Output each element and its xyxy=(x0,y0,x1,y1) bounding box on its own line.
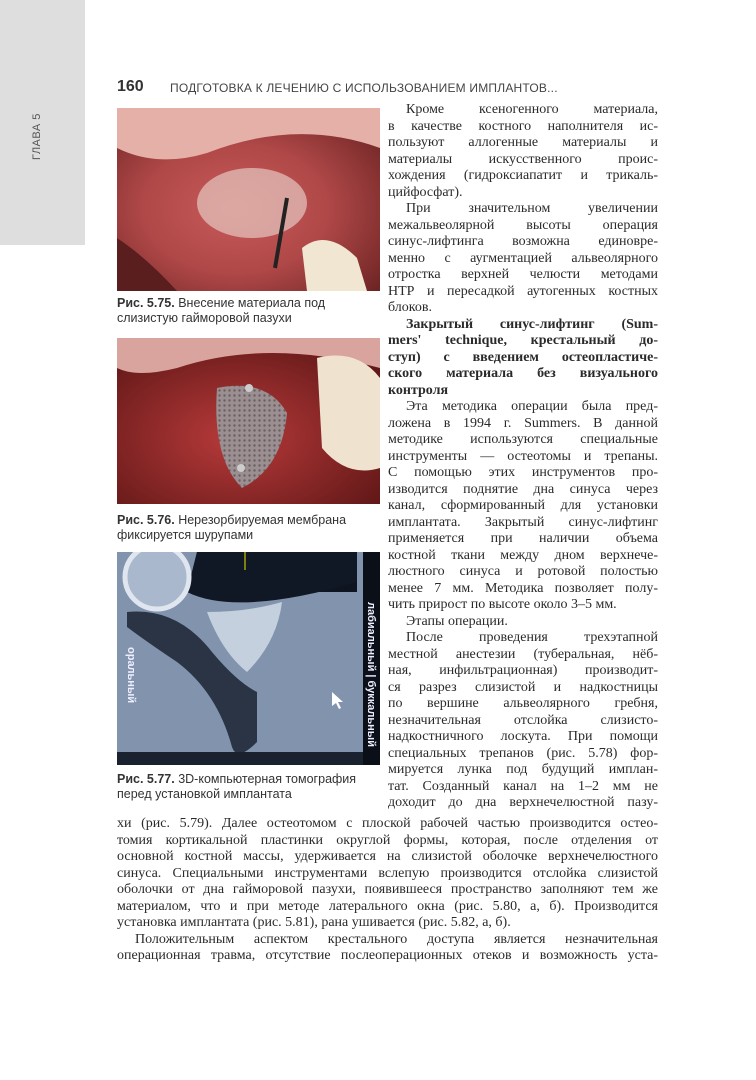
text-line: люстного синуса и ротовой полостью xyxy=(388,564,658,579)
text-line: доходит до дна верхнечелюстной пазу- xyxy=(388,795,658,810)
text-line: костной ткани между дном верхнече- xyxy=(388,547,658,563)
paragraph xyxy=(388,201,658,317)
text-line: ступ) с введением остеопластиче- xyxy=(388,349,658,365)
text-line: ского материала без визуального xyxy=(388,366,658,381)
text-line: хождения (гидроксиапатит и трикаль- xyxy=(388,168,658,183)
full-width-text xyxy=(117,816,658,965)
text-line: ся разрез слизистой и надкостницы xyxy=(388,679,658,695)
figure-caption-text: Внесение материала под слизистую гайморовой пазухи xyxy=(117,296,326,325)
text-line: материалом, что и при методе латерального окна (рис. 5.80, а, б). Производится xyxy=(117,898,658,914)
text-line: После проведения трехэтапной xyxy=(406,630,658,645)
text-line: блоков. xyxy=(388,300,432,315)
text-line: межальвеолярной высоты операция xyxy=(388,217,658,233)
figure-label: Рис. 5.77. xyxy=(117,772,175,786)
running-title: ПОДГОТОВКА К ЛЕЧЕНИЮ С ИСПОЛЬЗОВАНИЕМ ИМПЛАНТОВ... xyxy=(170,81,558,95)
text-line: При значительном увеличении xyxy=(406,201,658,216)
text-line: основной костной массы, удерживается на слизистой оболочке верхнечелюстного xyxy=(117,849,658,864)
text-line: менно с аугментацией альвеолярного xyxy=(388,250,658,266)
text-line: тат. Созданный канал на 1–2 мм не xyxy=(388,778,658,794)
text-line: применяется при наличии объема xyxy=(388,531,658,546)
chapter-label: ГЛАВА 5 xyxy=(31,113,43,160)
section-heading xyxy=(388,317,658,400)
text-line: операционная травма, отсутствие послеоперационных отеков и возможность уста- xyxy=(117,948,658,963)
paragraph xyxy=(117,816,658,932)
figure-caption-text: Нерезорбируемая мембрана фиксируется шурупами xyxy=(117,513,347,542)
text-line: цийфосфат). xyxy=(388,184,463,200)
text-line: методике используются специальные xyxy=(388,432,658,447)
text-line: материалы искусственного проис- xyxy=(388,151,658,167)
text-line: хи (рис. 5.79). Далее остеотомом с плоской рабочей частью производится остео- xyxy=(117,816,658,831)
paragraph xyxy=(388,614,658,631)
page-number: 160 xyxy=(117,78,144,95)
text-line: томия кортикальной пластинки округлой формы, которая, после отделения от xyxy=(117,832,658,848)
text-line: незначительная отслойка слизисто- xyxy=(388,712,658,728)
text-line: синус-лифтинга возможна единовре- xyxy=(388,234,658,249)
text-line: синуса. Специальными инструментами вслепую производится отслойка слизистой xyxy=(117,865,658,881)
text-line: менее 7 мм. Методика позволяет полу- xyxy=(388,580,658,596)
text-line: по вершине альвеолярного гребня, xyxy=(388,696,658,711)
text-line: изводится поднятие дна синуса через xyxy=(388,481,658,497)
text-line: контроля xyxy=(388,382,449,398)
figure-5-75-caption xyxy=(117,296,381,326)
figure-5-77-ct-scan xyxy=(117,552,380,765)
paragraph xyxy=(388,630,658,812)
figure-label: Рис. 5.75. xyxy=(117,296,175,310)
text-line: чить прирост по высоте около 3–5 мм. xyxy=(388,597,617,612)
text-line: mers' technique, крестальный до- xyxy=(388,333,658,348)
text-line: мируется лунка под будущий имплан- xyxy=(388,762,658,777)
right-column-text xyxy=(388,102,658,812)
text-line: местной анестезии (туберальная, нёб- xyxy=(388,646,658,662)
figure-label: Рис. 5.76. xyxy=(117,513,175,527)
figure-5-77-caption xyxy=(117,772,381,802)
text-line: специальных трепанов (рис. 5.78) фор- xyxy=(388,745,658,761)
text-line: инструменты — остеотомы и трепаны. xyxy=(388,448,658,464)
figure-5-76-caption xyxy=(117,513,381,543)
figure-5-76-photo xyxy=(117,338,380,504)
text-line: надкостничного лоскута. При помощи xyxy=(388,729,658,744)
text-line: Закрытый синус-лифтинг (Sum- xyxy=(406,316,658,332)
text-line: отростка верхней челюсти методами xyxy=(388,267,658,282)
text-line: Положительным аспектом крестального доступа является незначительная xyxy=(135,931,658,947)
ct-label-labial-buccal: лабиальный | буккальный xyxy=(365,602,377,747)
text-line: имплантата. Закрытый синус-лифтинг xyxy=(388,514,658,530)
text-line: в качестве костного наполнителя ис- xyxy=(388,118,658,134)
text-line: ная, инфильтрационная) производит- xyxy=(388,663,658,678)
text-line: канал, сформированный для установки xyxy=(388,498,658,513)
text-line: Эта методика операции была пред- xyxy=(406,399,658,414)
text-line: пользуют аллогенные материалы и xyxy=(388,135,658,150)
paragraph xyxy=(388,399,658,614)
text-line: ложена в 1994 г. Summers. В данной xyxy=(388,415,658,431)
paragraph xyxy=(388,102,658,201)
ct-label-oral: оральный xyxy=(125,647,137,704)
text-line: Этапы операции. xyxy=(406,613,508,629)
figure-5-75-photo xyxy=(117,108,380,291)
chapter-tab xyxy=(0,0,85,245)
paragraph xyxy=(117,932,658,965)
text-line: Кроме ксеногенного материала, xyxy=(406,102,658,117)
text-line: НТР и пересадкой аутогенных костных xyxy=(388,283,658,299)
text-line: С помощью этих инструментов про- xyxy=(388,465,658,480)
figure-caption-text: 3D-компьютерная томография перед установкой имплантата xyxy=(117,772,357,801)
text-line: установка имплантата (рис. 5.81), рана ушивается (рис. 5.82, а, б). xyxy=(117,915,511,930)
text-line: оболочки от дна гайморовой пазухи, появившееся пространство заполняют тем же xyxy=(117,882,658,897)
